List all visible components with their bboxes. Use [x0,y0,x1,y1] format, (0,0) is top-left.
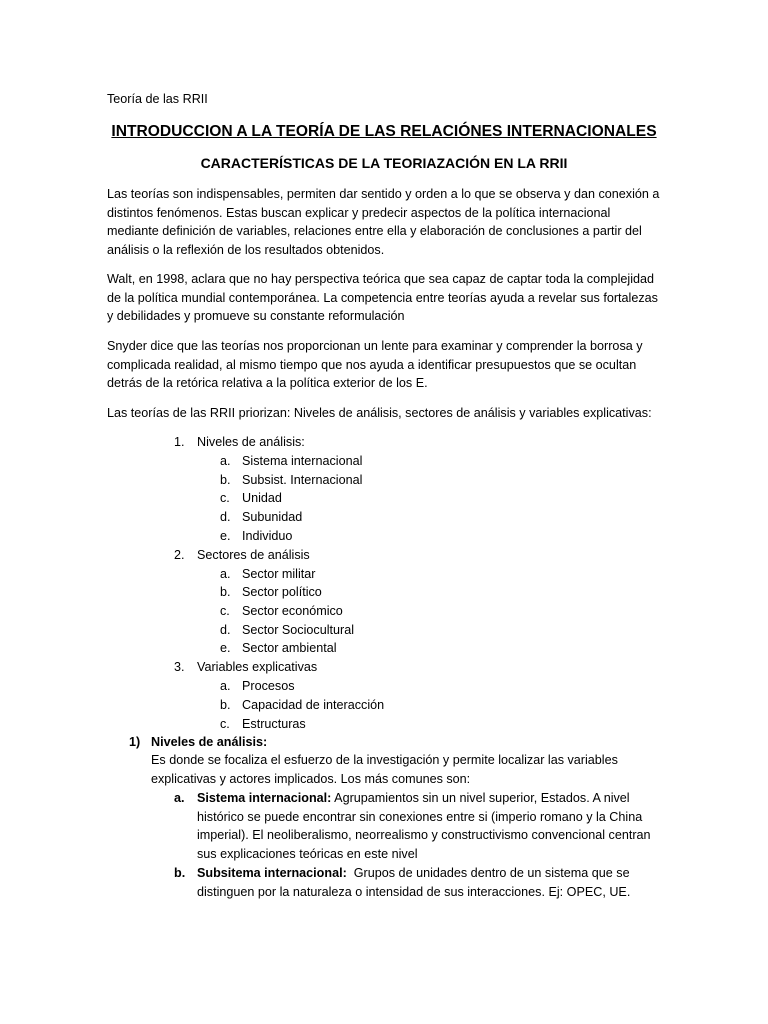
paragraph-line: imperial). El neoliberalismo, neorrealismo y constructivismo convencional centran [197,828,651,842]
list-letter: e. [220,641,231,655]
definition-text: Agrupamientos sin un nivel superior, Estados. A nivel [331,791,630,805]
definition-term: Sistema internacional: [197,791,332,805]
list-label: Sector político [242,585,322,599]
paragraph-line: detrás de la retórica relativa a la política exterior de los E. [107,376,428,390]
list-label: Sectores de análisis [197,548,310,562]
paragraph-line: Las teorías son indispensables, permiten dar sentido y orden a lo que se observa y dan conexión a [107,187,660,201]
document-title: INTRODUCCION A LA TEORÍA DE LAS RELACIÓNES INTERNACIONALES [111,123,657,140]
list-label: Subsist. Internacional [242,473,363,487]
paragraph-4: Las teorías de las RRII priorizan: Niveles de análisis, sectores de análisis y variables explicativas: [107,406,652,420]
definition-text: Grupos de unidades dentro de un sistema que se [346,866,630,880]
list-letter: c. [220,717,230,731]
definition-item-a [197,789,651,863]
paragraph-line: y debilidades y promueve su constante reformulación [107,309,405,323]
list-letter: a. [220,567,231,581]
list-number: 3. [174,660,185,674]
list-letter: e. [220,529,231,543]
list-number: 1. [174,435,185,449]
list-letter: a. [174,791,185,805]
list-label: Capacidad de interacción [242,698,385,712]
list-letter: b. [220,698,231,712]
list-label: Subunidad [242,510,303,524]
definition-first-line [197,864,630,883]
list-label: Estructuras [242,717,306,731]
definition-item-b [197,864,630,901]
definition-term: Subsitema internacional: [197,866,347,880]
list-label: Sector económico [242,604,343,618]
list-label: Sector ambiental [242,641,337,655]
paragraph-line: mediante definición de variables, relaciones entre ella y elaboración de conclusiones a partir del [107,224,642,238]
paragraph-line: distintos fenómenos. Estas buscan explicar y predecir aspectos de la política internacional [107,205,611,220]
paragraph-line: Snyder dice que las teorías nos proporcionan un lente para examinar y comprender la borrosa y [107,339,643,353]
list-letter: d. [220,510,231,524]
list-label: Sector Sociocultural [242,623,354,637]
list-label: Variables explicativas [197,660,318,674]
list-number: 2. [174,548,185,562]
paragraph-1 [107,185,667,259]
section-heading: Niveles de análisis: [151,735,268,749]
document-subtitle: CARACTERÍSTICAS DE LA TEORIAZACIÓN EN LA RRII [200,155,568,171]
list-letter: d. [220,623,231,637]
list-letter: b. [174,866,186,880]
list-letter: a. [220,679,231,693]
list-label: Sistema internacional [242,454,363,468]
list-letter: c. [220,491,230,505]
paragraph-line: distinguen por la naturaleza o intensidad de sus interacciones. Ej: OPEC, UE. [197,884,631,899]
list-label: Sector militar [242,567,316,581]
paragraph-line: de la política mundial contemporánea. La competencia entre teorías ayuda a revelar sus fortalezas [107,290,658,305]
list-letter: b. [220,585,231,599]
paragraph-2 [107,270,667,326]
list-letter: c. [220,604,230,618]
list-letter: b. [220,473,231,487]
section-intro [151,751,618,788]
section-number: 1) [129,735,141,749]
paragraph-line: Walt, en 1998, aclara que no hay perspectiva teórica que sea capaz de captar toda la complejidad [107,272,655,286]
definition-first-line [197,789,651,808]
document-header: Teoría de las RRII [107,92,208,106]
paragraph-3 [107,337,667,393]
paragraph-line: histórico se puede encontrar sin conexiones entre si (imperio romano y la China [197,809,643,824]
list-label: Procesos [242,679,295,693]
list-label: Unidad [242,491,282,505]
paragraph-line: análisis o la reflexión de los resultados obtenidos. [107,242,385,257]
paragraph-line: explicativas y actores implicados. Los más comunes son: [151,771,471,786]
paragraph-line: Es donde se focaliza el esfuerzo de la investigación y permite localizar las variables [151,753,618,767]
list-label: Niveles de análisis: [197,435,305,449]
list-label: Individuo [242,529,293,543]
paragraph-line: complicada realidad, al mismo tiempo que nos ayuda a identificar presupuestos que se ocultan [107,357,637,372]
paragraph-line: sus explicaciones teóricas en este nivel [197,846,418,861]
list-letter: a. [220,454,231,468]
